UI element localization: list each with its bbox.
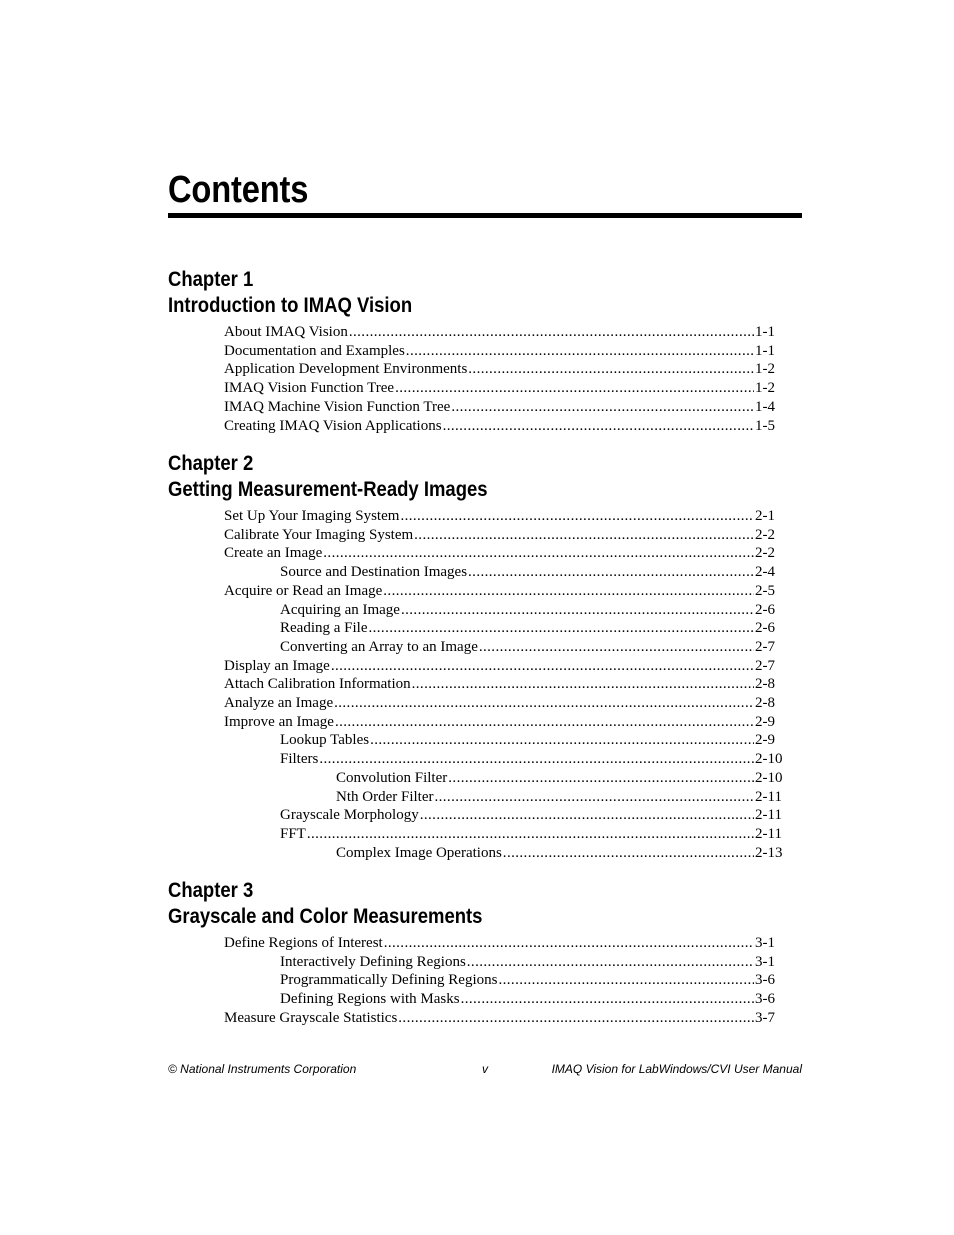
dot-leader	[383, 582, 754, 601]
toc-entry-page: 2-11	[755, 788, 782, 805]
toc-entry-page: 2-1	[755, 508, 775, 524]
toc-entry-label: Set Up Your Imaging System	[224, 508, 400, 524]
dot-leader	[398, 1009, 754, 1028]
chapter-number: Chapter 3	[168, 878, 254, 902]
dot-leader	[434, 788, 754, 807]
toc-entry-page: 2-13	[755, 844, 783, 861]
toc-entry-page: 1-1	[755, 324, 775, 340]
toc-entry[interactable]	[168, 323, 784, 342]
toc-entry-page: 2-6	[755, 601, 775, 618]
chapter-section	[168, 450, 784, 862]
toc-entry-label: Measure Grayscale Statistics	[224, 1009, 398, 1026]
dot-leader	[401, 601, 754, 620]
page-title: Contents	[168, 169, 309, 211]
chapter-title: Grayscale and Color Measurements	[168, 904, 483, 928]
toc-entry[interactable]	[168, 398, 784, 417]
toc-entry[interactable]	[168, 360, 784, 379]
toc-entry-label: Complex Image Operations	[336, 844, 502, 861]
toc-entry[interactable]	[168, 417, 784, 436]
dot-leader	[420, 806, 754, 825]
toc-list	[168, 323, 784, 435]
toc-entry[interactable]	[168, 750, 784, 769]
toc-entry-page: 1-5	[755, 417, 775, 434]
toc-entry-page: 2-11	[755, 807, 782, 824]
toc-entry[interactable]	[168, 657, 784, 676]
toc-entry-label: Source and Destination Images	[280, 564, 468, 581]
dot-leader	[451, 398, 754, 417]
toc-entry-label: Acquiring an Image	[280, 601, 400, 618]
toc-entry-label: Creating IMAQ Vision Applications	[224, 417, 442, 434]
toc-entry[interactable]	[168, 953, 784, 972]
toc-entry[interactable]	[168, 844, 784, 863]
toc-entry-page: 2-7	[755, 638, 775, 655]
toc-entry[interactable]	[168, 544, 784, 563]
toc-entry-label: Acquire or Read an Image	[224, 582, 383, 599]
toc-list	[168, 934, 784, 1028]
toc-entry[interactable]	[168, 379, 784, 398]
toc-entry-page: 2-2	[755, 545, 775, 562]
dot-leader	[498, 971, 754, 990]
toc-entry[interactable]	[168, 990, 784, 1009]
dot-leader	[461, 990, 754, 1009]
toc-entry-label: FFT	[280, 825, 306, 842]
toc-entry[interactable]	[168, 694, 784, 713]
toc-entry-page: 2-9	[755, 732, 775, 749]
toc-entry[interactable]	[168, 619, 784, 638]
dot-leader	[368, 619, 754, 638]
dot-leader	[468, 360, 754, 379]
dot-leader	[443, 417, 754, 436]
toc-entry-label: IMAQ Machine Vision Function Tree	[224, 398, 451, 415]
toc-entry[interactable]	[168, 526, 784, 545]
chapter-section	[168, 266, 784, 435]
chapter-title: Getting Measurement-Ready Images	[168, 477, 488, 501]
dot-leader	[331, 657, 754, 676]
toc-entry-page: 3-6	[755, 991, 775, 1008]
toc-entry-label: Improve an Image	[224, 713, 334, 730]
toc-entry-label: Filters	[280, 751, 319, 768]
toc-entry-label: Programmatically Defining Regions	[280, 972, 498, 989]
dot-leader	[323, 544, 754, 563]
title-rule	[168, 213, 802, 218]
toc-entry[interactable]	[168, 713, 784, 732]
dot-leader	[467, 953, 754, 972]
toc-entry[interactable]	[168, 507, 784, 526]
toc-entry-label: Define Regions of Interest	[224, 935, 383, 951]
footer-page-number: v	[482, 1062, 488, 1076]
dot-leader	[414, 526, 754, 545]
toc-entry-page: 2-5	[755, 582, 775, 599]
toc-entry-page: 2-10	[755, 769, 783, 786]
toc-entry-label: Calibrate Your Imaging System	[224, 526, 414, 543]
toc-entry-label: Analyze an Image	[224, 695, 334, 712]
toc-entry-label: Create an Image	[224, 545, 323, 562]
dot-leader	[448, 769, 754, 788]
footer-copyright: © National Instruments Corporation	[168, 1062, 357, 1076]
toc-entry[interactable]	[168, 971, 784, 990]
chapter-number: Chapter 1	[168, 267, 254, 291]
toc-entry[interactable]	[168, 769, 784, 788]
toc-entry-label: IMAQ Vision Function Tree	[224, 380, 395, 397]
toc-entry-label: Converting an Array to an Image	[280, 638, 478, 655]
toc-entry-page: 1-4	[755, 398, 775, 415]
chapter-title: Introduction to IMAQ Vision	[168, 293, 413, 317]
dot-leader	[395, 379, 754, 398]
toc-entry[interactable]	[168, 788, 784, 807]
toc-entry-label: Display an Image	[224, 657, 330, 674]
dot-leader	[468, 563, 754, 582]
dot-leader	[319, 750, 754, 769]
toc-entry-page: 1-2	[755, 361, 775, 378]
dot-leader	[384, 934, 754, 953]
toc-entry-page: 2-8	[755, 676, 775, 693]
toc-entry-label: Defining Regions with Masks	[280, 991, 460, 1008]
toc-entry-page: 3-1	[755, 953, 775, 970]
toc-entry-label: About IMAQ Vision	[224, 324, 348, 340]
footer-manual-title: IMAQ Vision for LabWindows/CVI User Manual	[551, 1062, 802, 1076]
toc-entry-label: Convolution Filter	[336, 769, 448, 786]
dot-leader	[307, 825, 754, 844]
toc-entry-page: 2-7	[755, 657, 775, 674]
dot-leader	[400, 507, 754, 526]
dot-leader	[503, 844, 754, 863]
dot-leader	[406, 342, 754, 361]
toc-entry[interactable]	[168, 731, 784, 750]
toc-entry-page: 2-4	[755, 564, 775, 581]
chapter-section	[168, 877, 784, 1028]
dot-leader	[479, 638, 754, 657]
toc-entry-page: 2-9	[755, 713, 775, 730]
toc-entry-page: 3-6	[755, 972, 775, 989]
toc-entry[interactable]	[168, 563, 784, 582]
toc-entry[interactable]	[168, 825, 784, 844]
toc-entry-label: Documentation and Examples	[224, 342, 405, 359]
toc-entry-label: Nth Order Filter	[336, 788, 434, 805]
toc-entry[interactable]	[168, 582, 784, 601]
toc-entry-page: 2-10	[755, 751, 783, 768]
toc-entry-page: 2-6	[755, 620, 775, 637]
toc-entry[interactable]	[168, 342, 784, 361]
toc-entry-page: 3-7	[755, 1009, 775, 1026]
page-footer	[168, 1062, 802, 1080]
toc-entry[interactable]	[168, 638, 784, 657]
toc-entry[interactable]	[168, 675, 784, 694]
toc-entry-page: 2-2	[755, 526, 775, 543]
toc-entry-page: 2-11	[755, 825, 782, 842]
dot-leader	[334, 694, 754, 713]
dot-leader	[335, 713, 754, 732]
toc-entry-label: Application Development Environments	[224, 361, 468, 378]
toc-entry-label: Grayscale Morphology	[280, 807, 419, 824]
toc-entry[interactable]	[168, 601, 784, 620]
toc-list	[168, 507, 784, 862]
dot-leader	[412, 675, 754, 694]
toc-entry-page: 2-8	[755, 695, 775, 712]
dot-leader	[349, 323, 754, 342]
dot-leader	[370, 731, 754, 750]
chapter-number: Chapter 2	[168, 451, 254, 475]
toc-entry-page: 3-1	[755, 935, 775, 951]
toc-entry[interactable]	[168, 1009, 784, 1028]
toc-entry-label: Reading a File	[280, 620, 368, 637]
toc-entry[interactable]	[168, 806, 784, 825]
toc-entry-label: Attach Calibration Information	[224, 676, 411, 693]
toc-entry-label: Interactively Defining Regions	[280, 953, 466, 970]
toc-entry[interactable]	[168, 934, 784, 953]
toc-entry-page: 1-1	[755, 342, 775, 359]
toc-entry-page: 1-2	[755, 380, 775, 397]
toc-entry-label: Lookup Tables	[280, 732, 370, 749]
